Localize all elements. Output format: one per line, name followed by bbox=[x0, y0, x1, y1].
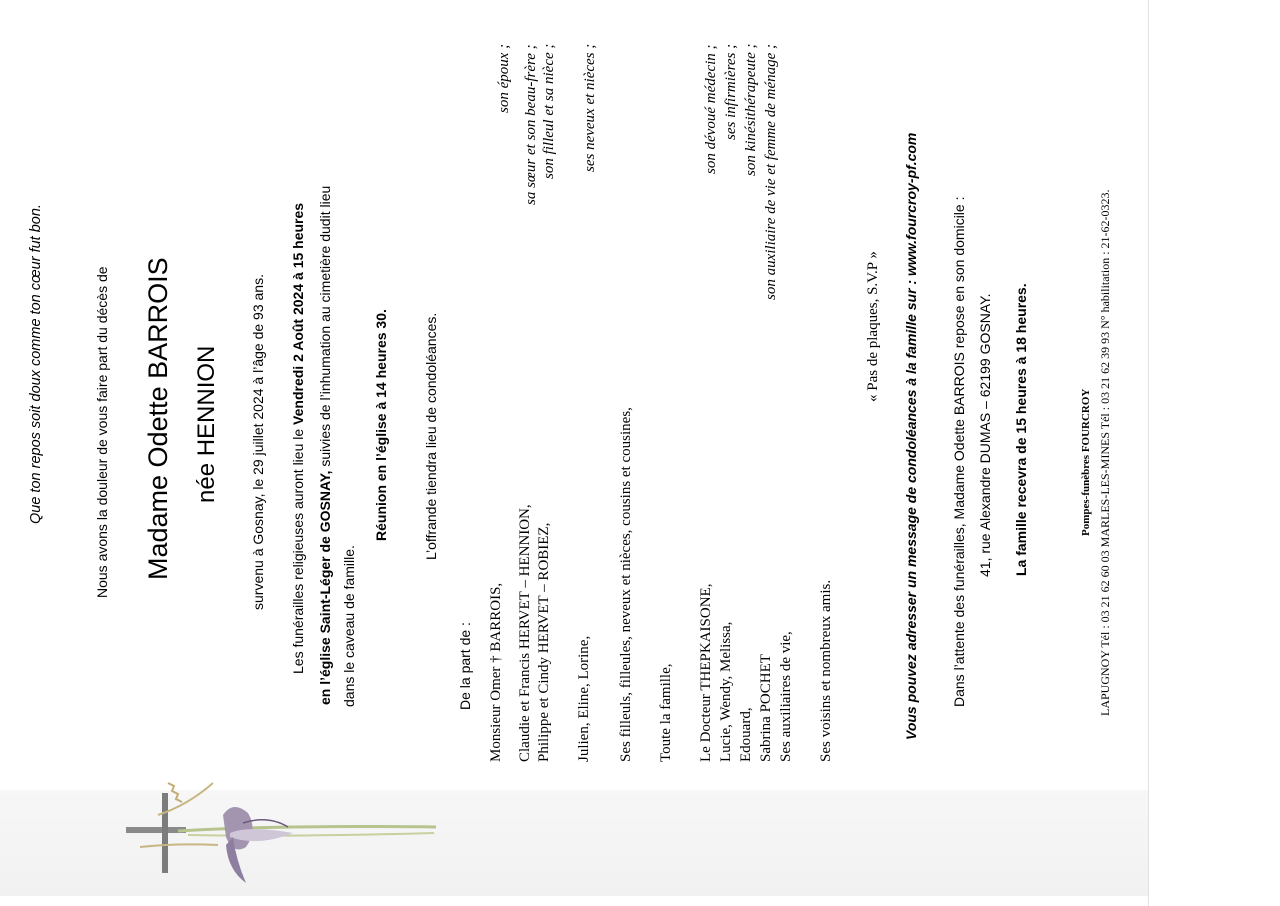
repose-line-2: 41, rue Alexandre DUMAS – 62199 GOSNAY. bbox=[977, 293, 993, 577]
family-relation: son auxiliaire de vie et femme de ménage ; bbox=[763, 43, 779, 300]
epigraph: Que ton repos soit doux comme ton cœur fut bon. bbox=[28, 204, 44, 524]
offering-info: L’offrande tiendra lieu de condoléances. bbox=[423, 312, 439, 560]
family-relation: son filleul et sa nièce ; bbox=[541, 43, 557, 179]
family-name: Toute la famille, bbox=[658, 663, 674, 762]
funeral-home-details: LAPUGNOY Tél : 03 21 62 60 03 MARLES-LES-MINES Tél : 03 21 62 39 93 N° habilitation : 21-62-0323. bbox=[1098, 189, 1112, 716]
family-relation: son époux ; bbox=[496, 43, 512, 113]
funeral-date: Vendredi 2 Août 2024 à 15 heures bbox=[290, 202, 306, 425]
meeting-info: Réunion en l’église à 14 heures 30. bbox=[373, 309, 389, 541]
funeral-line-2-text: suivies de l’inhumation au cimetière dudit lieu bbox=[317, 185, 333, 471]
funeral-line-1 bbox=[290, 203, 306, 674]
family-relation: ses infirmières ; bbox=[723, 43, 739, 140]
death-info: survenu à Gosnay, le 29 juillet 2024 à l’âge de 93 ans. bbox=[250, 274, 266, 610]
family-name: Le Docteur THEPKAISONE, bbox=[698, 583, 714, 762]
family-name: Ses voisins et nombreux amis. bbox=[818, 579, 834, 762]
family-name: Julien, Eline, Lorine, bbox=[576, 635, 592, 762]
lily-cross-decoration-icon bbox=[118, 775, 448, 890]
family-relation: sa sœur et son beau-frère ; bbox=[523, 44, 539, 205]
funeral-line-1-text: Les funérailles religieuses auront lieu le bbox=[290, 424, 306, 674]
from-label: De la part de : bbox=[457, 622, 473, 710]
funeral-line-3: dans le caveau de famille. bbox=[341, 545, 357, 707]
scan-edge-line bbox=[1148, 0, 1149, 906]
funeral-line-2 bbox=[317, 186, 333, 705]
family-relation: son dévoué médecin ; bbox=[703, 44, 719, 174]
family-relation: ses neveux et nièces ; bbox=[582, 43, 598, 172]
family-relation: son kinésithérapeute ; bbox=[743, 43, 759, 176]
visiting-hours: La famille recevra de 15 heures à 18 heures. bbox=[1013, 283, 1029, 576]
family-name: Monsieur Omer † BARROIS, bbox=[488, 582, 504, 762]
family-name: Ses filleuls, filleules, neveux et nièces, cousins et cousines, bbox=[618, 407, 634, 762]
family-name: Claudie et Francis HERVET – HENNION, bbox=[517, 504, 533, 762]
family-name: Lucie, Wendy, Melissa, bbox=[718, 621, 734, 762]
family-name: Ses auxiliaires de vie, bbox=[778, 631, 794, 762]
intro-text: Nous avons la douleur de vous faire part du décès de bbox=[94, 266, 110, 598]
repose-line-1: Dans l’attente des funérailles, Madame Odette BARROIS repose en son domicile : bbox=[951, 196, 967, 707]
family-name: Edouard, bbox=[738, 707, 754, 762]
no-plaques-note: « Pas de plaques, S.V.P » bbox=[865, 251, 881, 402]
funeral-church: en l’église Saint-Léger de GOSNAY, bbox=[317, 470, 333, 705]
condolences-link: Vous pouvez adresser un message de condoléances à la famille sur : www.fourcroy-pf.com bbox=[903, 132, 919, 740]
maiden-name: née HENNION bbox=[193, 345, 220, 503]
family-name: Philippe et Cindy HERVET – ROBIEZ, bbox=[536, 522, 552, 762]
funeral-home-name: Pompes-funèbres FOURCROY bbox=[1080, 388, 1092, 536]
family-name: Sabrina POCHET bbox=[758, 654, 774, 762]
deceased-name: Madame Odette BARROIS bbox=[143, 257, 173, 580]
